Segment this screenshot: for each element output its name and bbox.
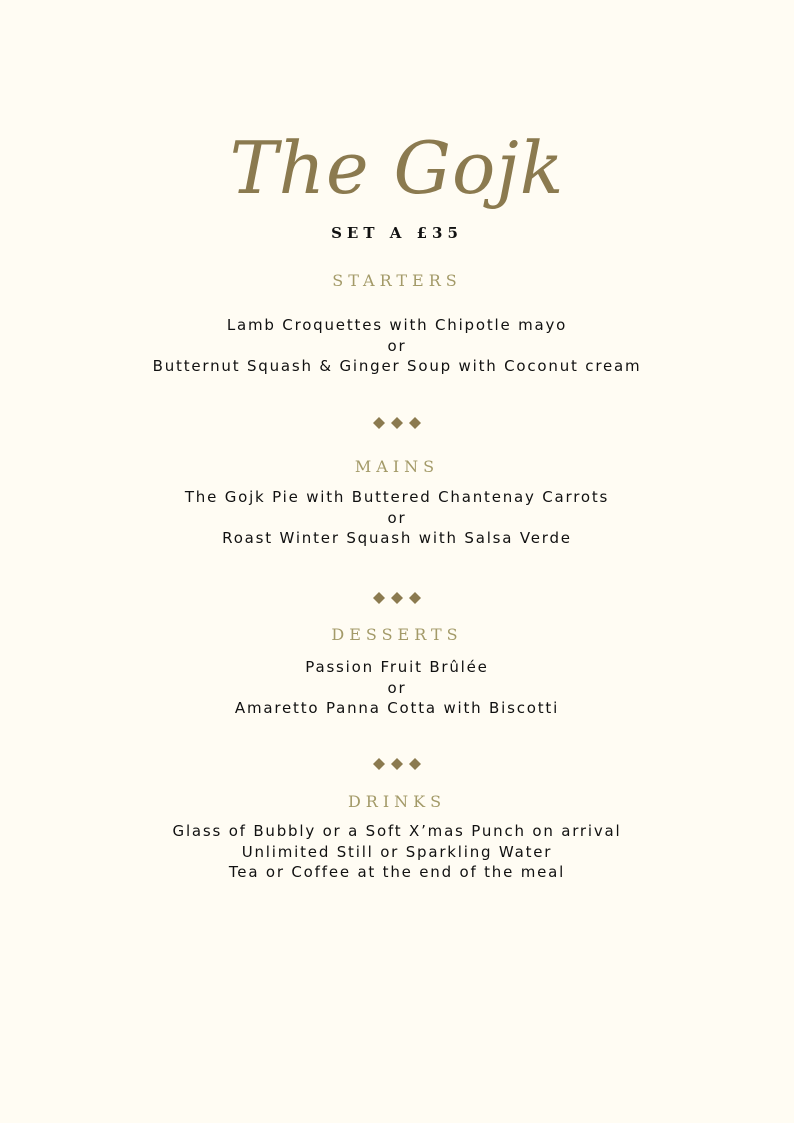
desserts-or: or xyxy=(387,678,407,697)
restaurant-name: The Gojk xyxy=(229,126,565,210)
drinks-list xyxy=(0,821,794,883)
divider-diamonds-icon xyxy=(0,591,794,605)
drinks-item-1: Glass of Bubbly or a Soft X’mas Punch on arrival xyxy=(172,822,622,840)
drinks-item-2: Unlimited Still or Sparkling Water xyxy=(241,842,553,861)
set-menu-price: SET A £35 xyxy=(331,224,463,242)
starters-item-1: Lamb Croquettes with Chipotle mayo xyxy=(226,316,568,334)
desserts-item-1: Passion Fruit Brûlée xyxy=(305,658,489,676)
starters-or: or xyxy=(387,336,407,355)
drinks-item-3: Tea or Coffee at the end of the meal xyxy=(228,863,566,881)
section-title-desserts: DESSERTS xyxy=(331,625,463,644)
desserts-item-2: Amaretto Panna Cotta with Biscotti xyxy=(234,699,560,717)
mains-item-1: The Gojk Pie with Buttered Chantenay Carrots xyxy=(184,488,610,506)
section-title-starters: STARTERS xyxy=(332,271,462,290)
starters-item-2: Butternut Squash & Ginger Soup with Coconut cream xyxy=(152,357,642,375)
starters-list xyxy=(0,315,794,377)
divider-diamonds-icon xyxy=(0,757,794,771)
divider-diamonds-icon xyxy=(0,416,794,430)
mains-or: or xyxy=(387,508,407,527)
section-title-mains: MAINS xyxy=(354,457,440,476)
mains-item-2: Roast Winter Squash with Salsa Verde xyxy=(222,529,572,547)
mains-list xyxy=(0,487,794,549)
section-title-drinks: DRINKS xyxy=(347,792,447,811)
desserts-list xyxy=(0,657,794,719)
